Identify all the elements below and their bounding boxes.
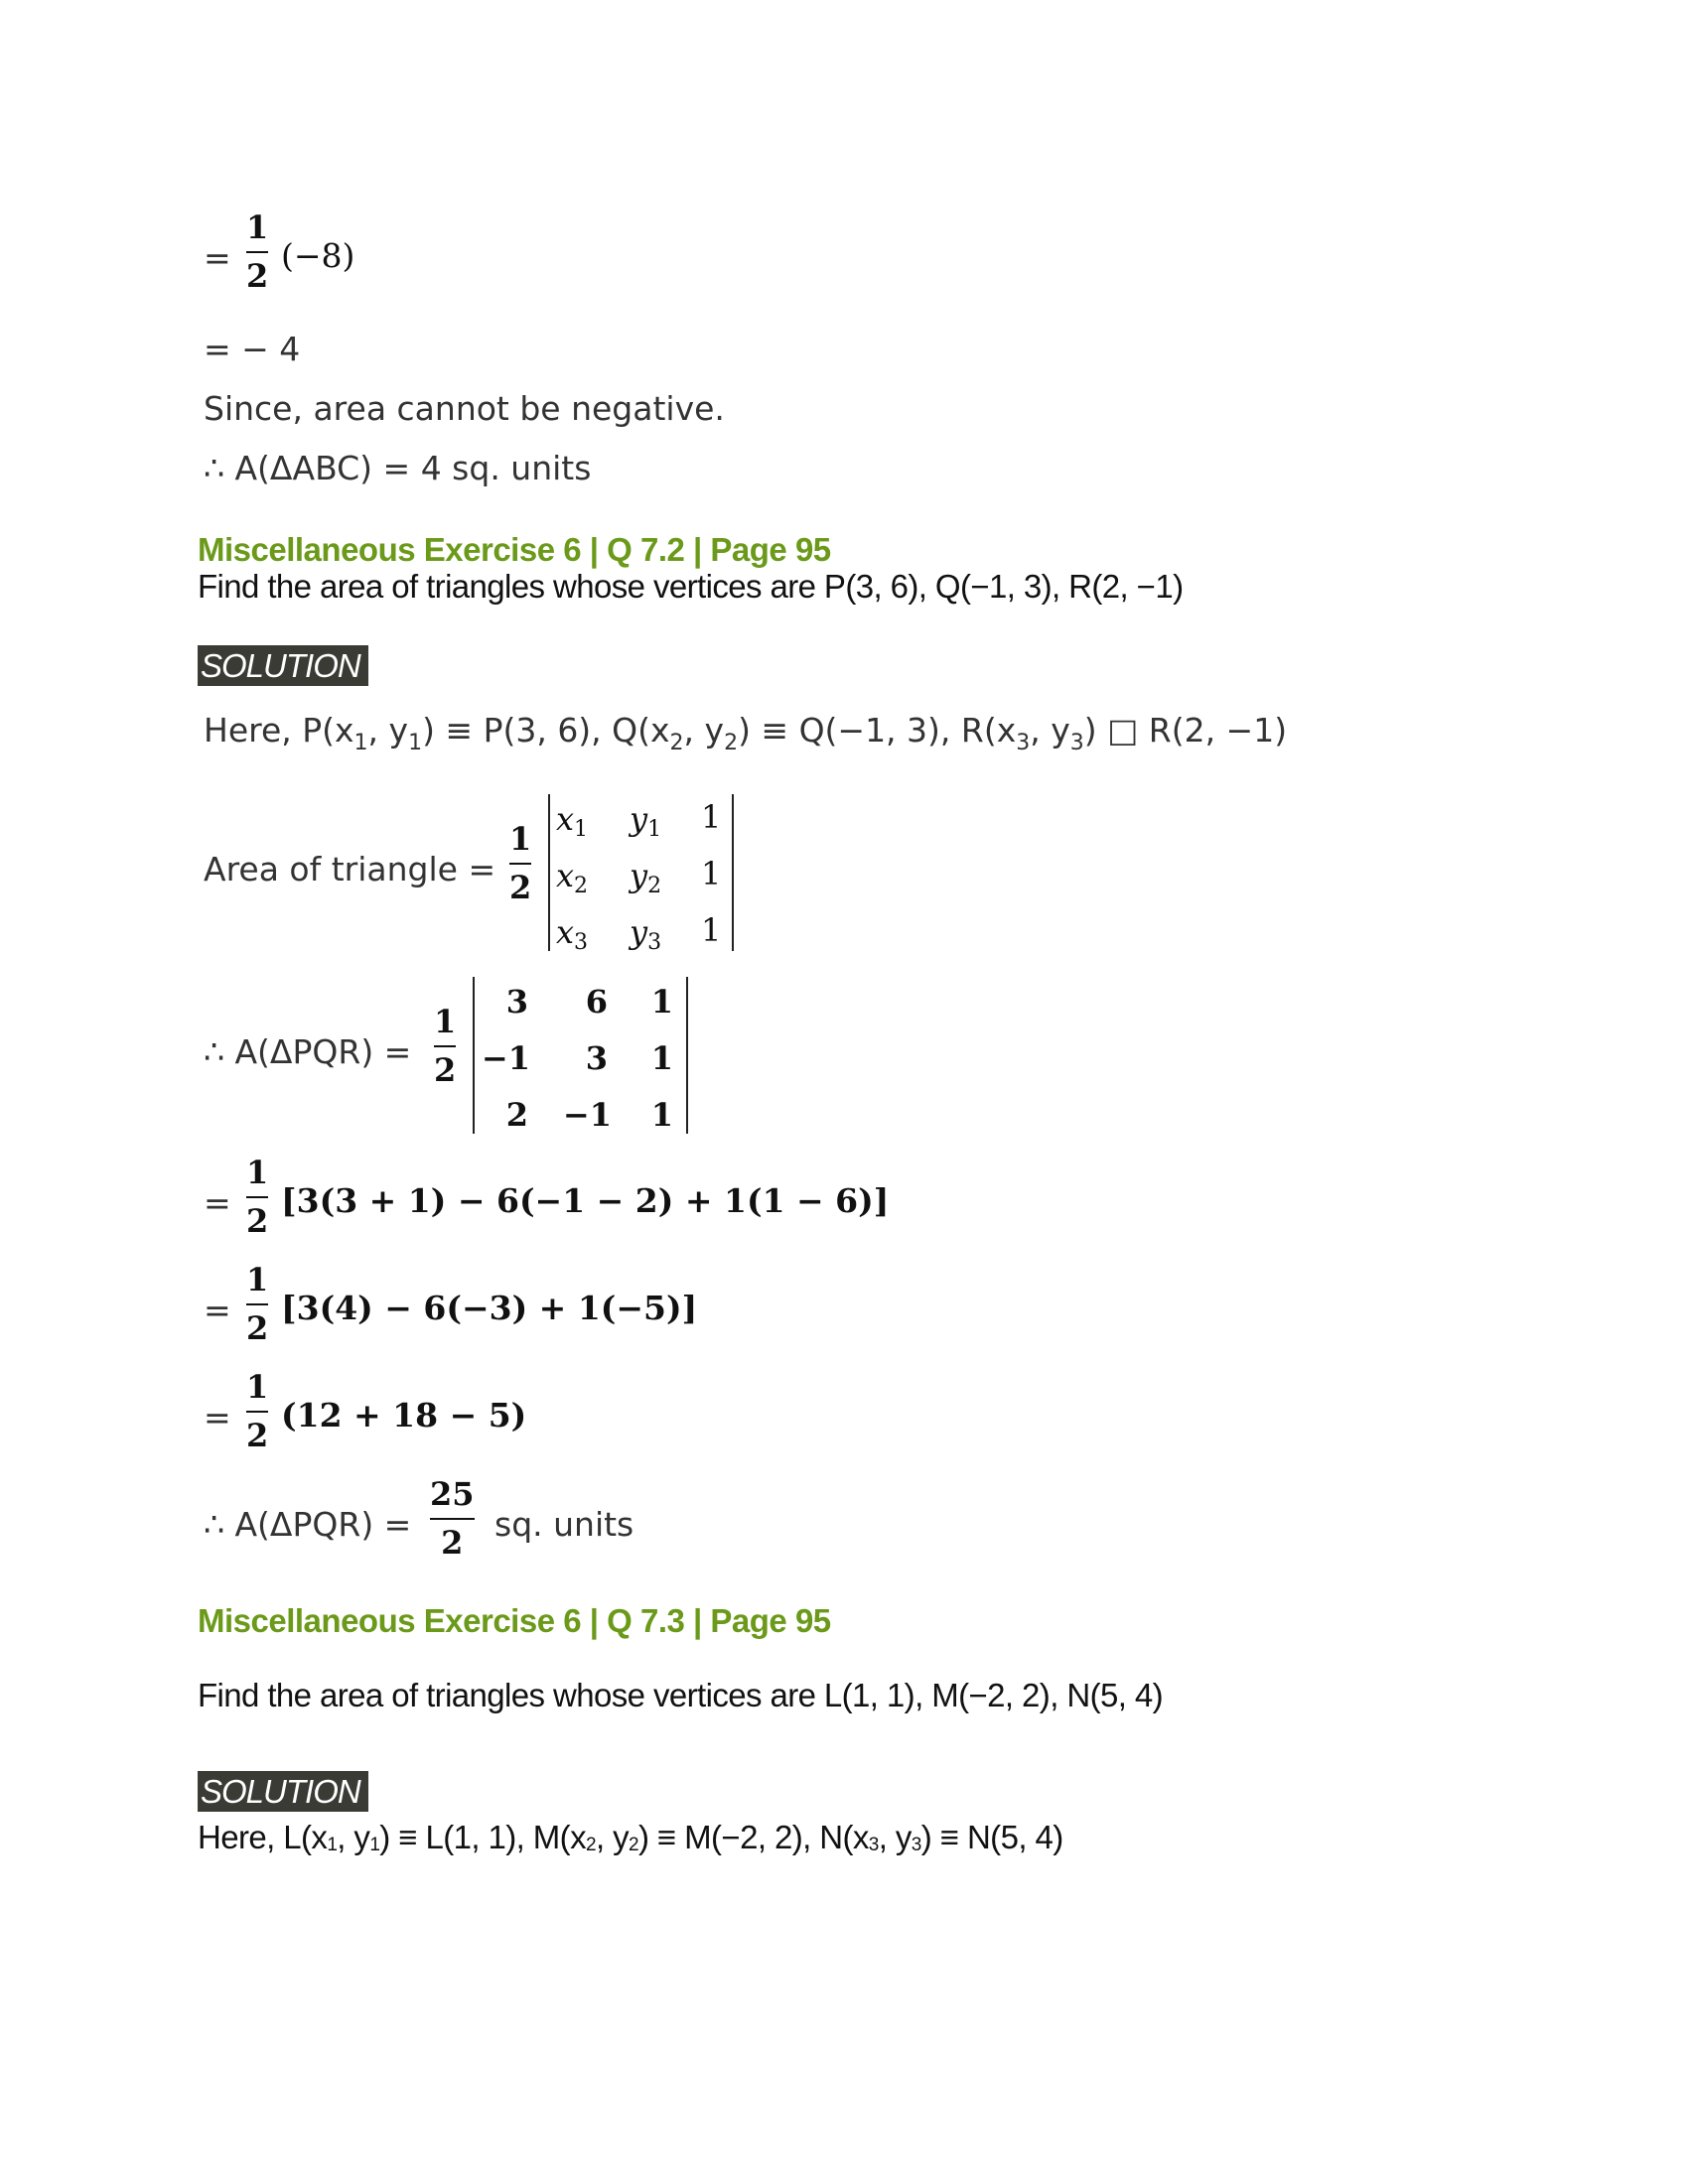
fraction: 1 2 bbox=[434, 1003, 457, 1089]
question-text: Find the area of triangles whose vertices are P(3, 6), Q(−1, 3), R(2, −1) bbox=[198, 568, 1184, 605]
here-line: Here, $P(x_1$, $y_1) \equiv P(3$, 6), $Q(x_2$, $y_2) \equiv Q(-1$, 3), $R(x_3$, $y_3$) □ R(2, −1) bbox=[204, 711, 1288, 755]
prev-note: Since, area cannot be negative. bbox=[204, 389, 725, 428]
equals-sign: = bbox=[204, 238, 231, 277]
expr: (12 + 18 − 5) bbox=[281, 1396, 527, 1434]
question-text: Find the area of triangles whose vertices are L(1, 1), M(−2, 2), N(5, 4) bbox=[198, 1677, 1163, 1713]
fraction: 1 2 bbox=[246, 208, 269, 295]
question-heading: Miscellaneous Exercise 6 | Q 7.3 | Page 95 bbox=[198, 1602, 831, 1639]
determinant: $x_1$ $y_1$ 1 $x_2$ $y_2$ 1 $x_3$ $y_3$ 1 bbox=[548, 794, 734, 951]
expr: [3(4) − 6(−3) + 1(−5)] bbox=[281, 1289, 698, 1327]
prev-conclusion: ∴ A(ΔABC) = 4 sq. units bbox=[204, 449, 592, 487]
prev-step-2: = − 4 bbox=[204, 330, 301, 368]
solution-badge: SOLUTION bbox=[198, 645, 368, 686]
fraction: 1 2 bbox=[246, 1261, 269, 1347]
expr: (−8) bbox=[281, 236, 355, 275]
unit: sq. units bbox=[494, 1505, 634, 1544]
formula-label: Area of triangle = bbox=[204, 850, 496, 888]
expr: [3(3 + 1) − 6(−1 − 2) + 1(1 − 6)] bbox=[281, 1181, 890, 1220]
determinant: 3 6 1 −1 3 1 2 −1 1 bbox=[473, 977, 688, 1134]
solution-badge: SOLUTION bbox=[198, 1771, 368, 1812]
fraction: 25 2 bbox=[430, 1475, 475, 1562]
fraction: 1 2 bbox=[246, 1154, 269, 1240]
fraction: 1 2 bbox=[509, 820, 532, 906]
question-heading: Miscellaneous Exercise 6 | Q 7.2 | Page 95 bbox=[198, 531, 831, 568]
substitution-label: ∴ A(ΔPQR) = bbox=[204, 1032, 412, 1071]
here-line: Here, $L(x_1$, $y_1) \equiv L(1$, 1), $M(x_2$, $y_2) \equiv M(-2$, 2), $N(x_3$, $y_3) \equiv N(5$, 4) bbox=[198, 1819, 1063, 1855]
fraction: 1 2 bbox=[246, 1368, 269, 1454]
